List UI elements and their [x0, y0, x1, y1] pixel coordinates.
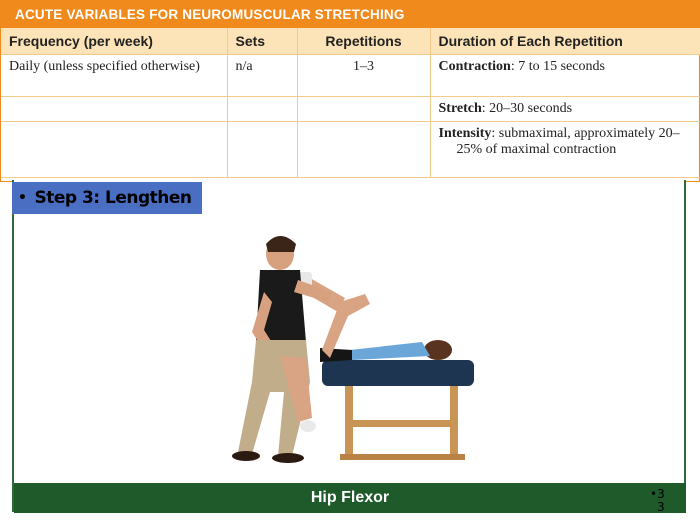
duration-text: : submaximal, approximately 20–25% of maximal contraction: [456, 126, 680, 157]
cell-frequency: [1, 97, 227, 122]
header-frequency: Frequency (per week): [1, 28, 227, 55]
cell-duration: [430, 97, 700, 122]
table-row: [1, 122, 700, 178]
cell-repetitions: [297, 97, 430, 122]
massage-table: [322, 360, 474, 460]
bullet-box: [12, 182, 202, 214]
cell-frequency: Daily (unless specified otherwise): [1, 55, 227, 97]
header-repetitions: Repetitions: [297, 28, 430, 55]
duration-label: Intensity: [438, 126, 492, 141]
cell-duration: [430, 55, 700, 97]
stretching-variables-table: [1, 28, 700, 178]
cell-duration: [430, 122, 700, 178]
header-duration: Duration of Each Repetition: [430, 28, 700, 55]
caption-text: Hip Flexor: [310, 489, 390, 506]
table-header-row: [1, 28, 700, 55]
table-title: ACUTE VARIABLES FOR NEUROMUSCULAR STRETCHING: [1, 1, 699, 28]
trainer-stretching-illustration: [160, 232, 490, 477]
cell-repetitions: 1–3: [297, 55, 430, 97]
cell-sets: n/a: [227, 55, 297, 97]
bullet-icon: •: [18, 190, 27, 206]
page-marker-line: 3: [657, 500, 665, 514]
duration-text: : 7 to 15 seconds: [510, 59, 605, 74]
trainer-figure: [232, 236, 332, 463]
duration-label: Stretch: [438, 101, 482, 116]
cell-repetitions: [297, 122, 430, 178]
cell-sets: [227, 122, 297, 178]
page-marker: [650, 488, 665, 514]
caption-bar: [14, 483, 686, 513]
bullet-text: Step 3: Lengthen: [34, 188, 192, 208]
page-marker-line: •3: [650, 487, 665, 501]
duration-text: : 20–30 seconds: [481, 101, 573, 116]
stretching-variables-table-panel: [0, 0, 700, 182]
client-figure: [298, 272, 452, 362]
table-row: [1, 55, 700, 97]
cell-sets: [227, 97, 297, 122]
duration-label: Contraction: [438, 59, 511, 74]
cell-frequency: [1, 122, 227, 178]
table-row: [1, 97, 700, 122]
header-sets: Sets: [227, 28, 297, 55]
